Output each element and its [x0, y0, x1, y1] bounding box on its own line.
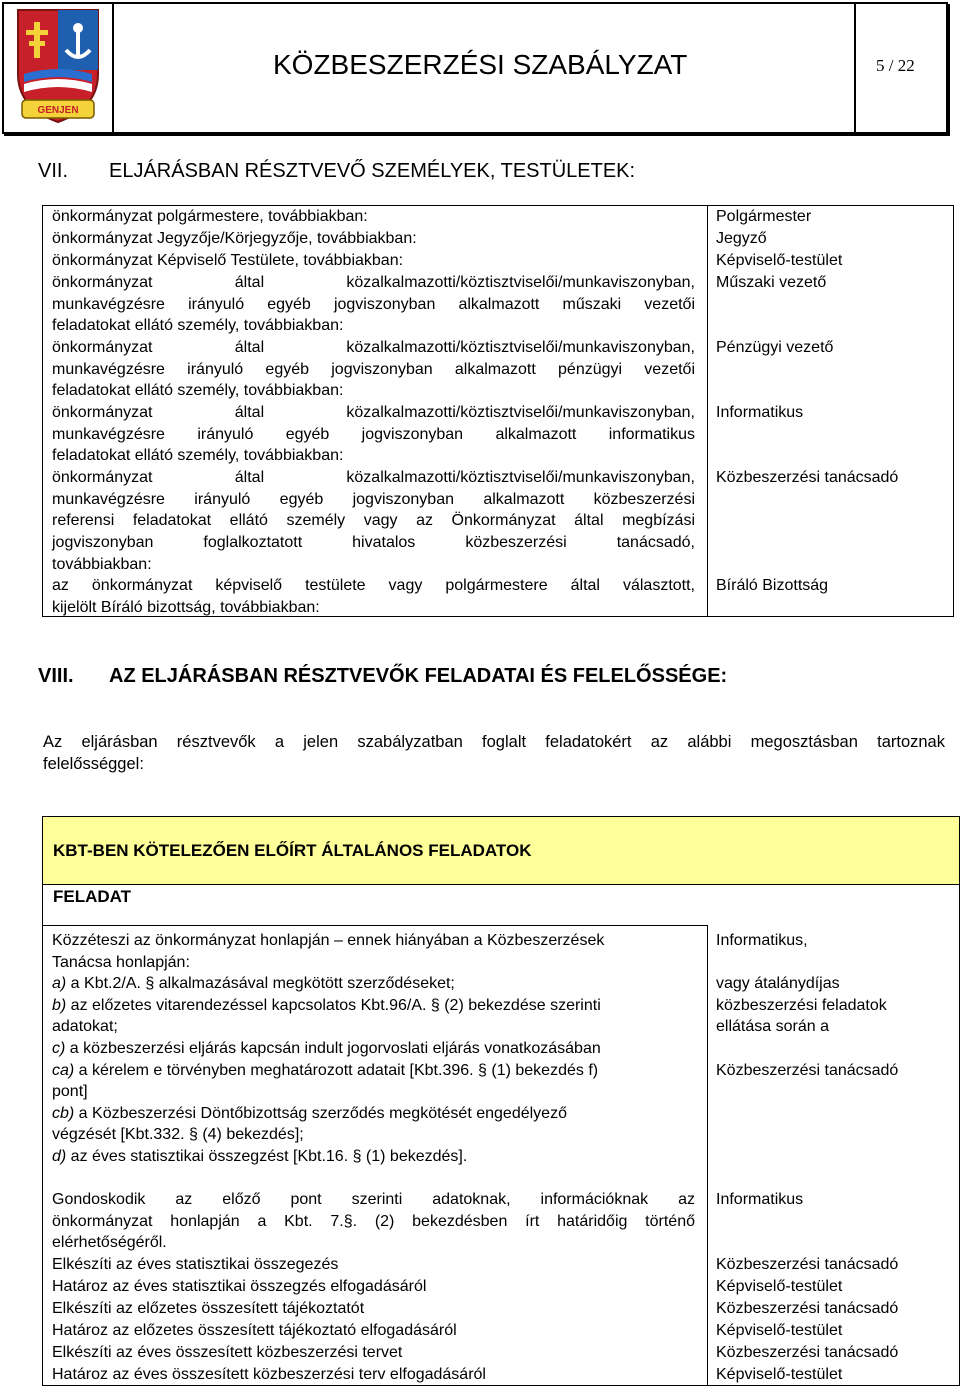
participant-role: Informatikus	[716, 404, 804, 421]
task-item-marker: a)	[52, 975, 67, 993]
task-row-responsible: Képviselő-testület	[716, 1366, 843, 1383]
tasks-table-header: FELADAT	[53, 887, 132, 906]
section-7-heading	[38, 160, 738, 184]
task-publication-description	[52, 930, 695, 1168]
participant-description-line: az önkormányzat képviselő testülete vagy polgármestere által választott,	[52, 577, 695, 594]
coat-of-arms-logo	[4, 4, 112, 132]
task-item-marker: b)	[52, 996, 67, 1014]
participant-description-line: önkormányzat polgármestere, továbbiakban:	[52, 208, 368, 225]
participant-description	[52, 467, 695, 575]
participant-description	[52, 337, 695, 402]
task-publication-responsible-line: Informatikus,	[716, 932, 808, 949]
participant-description-line: feladatokat ellátó személy, továbbiakban:	[52, 382, 344, 400]
section-8-title: AZ ELJÁRÁSBAN RÉSZTVEVŐK FELADATAI ÉS FELELŐSSÉGE:	[109, 665, 728, 687]
logo-caption: GENJEN	[37, 105, 79, 116]
task-row-description: Elkészíti az éves összesített közbeszerzési tervet	[52, 1344, 403, 1361]
section-7-number: VII.	[38, 160, 69, 182]
participant-description-line: munkavégzésre irányuló egyéb jogviszonyban alkalmazott közbeszerzési	[52, 490, 695, 508]
task-item-marker: ca)	[52, 1061, 75, 1079]
task-publication-line: pont]	[52, 1083, 88, 1101]
task-publication-line: d) az éves statisztikai összegzést [Kbt.16. § (1) bekezdés].	[52, 1147, 468, 1165]
task-row-description: Elkészíti az előzetes összesített tájékoztatót	[52, 1300, 365, 1317]
tasks-table-title: KBT-BEN KÖTELEZŐEN ELŐÍRT ÁLTALÁNOS FELADATOK	[53, 841, 532, 860]
participant-description	[52, 250, 695, 272]
task-publication-line: c) a közbeszerzési eljárás kapcsán indult jogorvoslati eljárás vonatkozásában	[52, 1039, 601, 1057]
participant-description	[52, 228, 695, 250]
task-publication-responsible-line: közbeszerzési feladatok	[716, 996, 887, 1014]
task-publication-responsible	[716, 930, 956, 1081]
participant-description-line: kijelölt Bíráló bizottság, továbbiakban:	[52, 598, 320, 616]
participant-description	[52, 272, 695, 337]
participant-description-line: jogviszonyban foglalkoztatott hivatalos közbeszerzési tanácsadó,	[52, 534, 695, 552]
participant-description-line: munkavégzésre irányuló egyéb jogviszonyban alkalmazott műszaki vezetői	[52, 295, 695, 313]
participant-description-line: továbbiakban:	[52, 555, 152, 573]
task-item-marker: cb)	[52, 1104, 75, 1122]
participant-role: Közbeszerzési tanácsadó	[716, 469, 899, 486]
participant-description-line: munkavégzésre irányuló egyéb jogviszonyban alkalmazott informatikus	[52, 425, 695, 443]
intro-line-1: Az eljárásban résztvevők a jelen szabályzatban foglalt feladatokért az alábbi megosztásban tartoznak	[43, 733, 945, 751]
task-row-responsible: Képviselő-testület	[716, 1278, 843, 1295]
page-number: 5 / 22	[876, 56, 915, 75]
task-publication-responsible-line: vagy átalánydíjas	[716, 975, 840, 993]
task-publication-line: cb) a Közbeszerzési Döntőbizottság szerződés megkötését engedélyező	[52, 1104, 567, 1122]
task-publication-line: b) az előzetes vitarendezéssel kapcsolatos Kbt.96/A. § (2) bekezdése szerinti	[52, 996, 601, 1014]
section-7-title: ELJÁRÁSBAN RÉSZTVEVŐ SZEMÉLYEK, TESTÜLETEK:	[109, 160, 636, 182]
participant-description-line: munkavégzésre irányuló egyéb jogviszonyban alkalmazott pénzügyi vezetői	[52, 360, 695, 378]
tasks-table-band	[43, 817, 959, 885]
participant-description	[52, 402, 695, 467]
participant-description	[52, 575, 695, 618]
task-row-description: Határoz az előzetes összesített tájékoztató elfogadásáról	[52, 1322, 457, 1339]
task-publication-line: adatokat;	[52, 1018, 118, 1036]
participant-description-line: önkormányzat által közalkalmazotti/köztisztviselői/munkaviszonyban,	[52, 274, 695, 291]
section-8-heading	[38, 665, 838, 689]
participant-description-line: feladatokat ellátó személy, továbbiakban:	[52, 447, 344, 465]
task-publication-line: végzését [Kbt.332. § (4) bekezdés];	[52, 1126, 304, 1144]
participant-description-line: önkormányzat által közalkalmazotti/köztisztviselői/munkaviszonyban,	[52, 404, 695, 421]
task-publication-responsible-line: ellátása során a	[716, 1018, 829, 1036]
section-8-intro	[43, 731, 945, 775]
task-publication-responsible-line	[716, 952, 956, 974]
task-availability-line: önkormányzat honlapján a Kbt. 7.§. (2) bekezdésben írt határidőig történő	[52, 1212, 695, 1230]
task-publication-responsible-line	[716, 1038, 956, 1060]
task-row-responsible: Képviselő-testület	[716, 1322, 843, 1339]
task-publication-line: a) a Kbt.2/A. § alkalmazásával megkötött szerződéseket;	[52, 975, 455, 993]
task-item-marker: d)	[52, 1147, 67, 1165]
participant-description-line: önkormányzat által közalkalmazotti/köztisztviselői/munkaviszonyban,	[52, 339, 695, 356]
task-row-responsible: Közbeszerzési tanácsadó	[716, 1256, 899, 1273]
task-publication-responsible-line: Közbeszerzési tanácsadó	[716, 1061, 899, 1079]
task-row-description: Határoz az éves statisztikai összegzés elfogadásáról	[52, 1278, 427, 1295]
participant-description-line: referensi feladatokat ellátó személy vagy az Önkormányzat által megbízási	[52, 512, 695, 530]
document-title: KÖZBESZERZÉSI SZABÁLYZAT	[273, 49, 688, 80]
task-publication-line: Közzéteszi az önkormányzat honlapján – ennek hiányában a Közbeszerzések	[52, 932, 605, 949]
participant-role: Képviselő-testület	[716, 252, 843, 269]
task-publication-line: ca) a kérelem e törvényben meghatározott adatait [Kbt.396. § (1) bekezdés f)	[52, 1061, 599, 1079]
logo-cell	[4, 4, 114, 132]
task-publication-line: Tanácsa honlapján:	[52, 953, 190, 971]
participant-role: Polgármester	[716, 208, 812, 225]
task-item-marker: c)	[52, 1039, 66, 1057]
participant-role: Pénzügyi vezető	[716, 339, 834, 356]
participant-description-line: önkormányzat által közalkalmazotti/köztisztviselői/munkaviszonyban,	[52, 469, 695, 486]
task-availability-responsible: Informatikus	[716, 1191, 804, 1208]
task-availability-line: Gondoskodik az előző pont szerinti adatoknak, információknak az	[52, 1191, 695, 1208]
task-availability-description	[52, 1189, 695, 1254]
participant-description	[52, 206, 695, 228]
section-8-number: VIII.	[38, 665, 74, 687]
participant-role: Bíráló Bizottság	[716, 577, 829, 594]
intro-line-2: felelősséggel:	[43, 755, 144, 773]
task-row-description: Határoz az éves összesített közbeszerzési terv elfogadásáról	[52, 1366, 486, 1383]
participant-description-line: feladatokat ellátó személy, továbbiakban:	[52, 317, 344, 335]
participant-description-line: önkormányzat Jegyzője/Körjegyzője, továbbiakban:	[52, 230, 417, 247]
task-availability-line: elérhetőségéről.	[52, 1234, 167, 1252]
task-row-responsible: Közbeszerzési tanácsadó	[716, 1344, 899, 1361]
task-row-responsible: Közbeszerzési tanácsadó	[716, 1300, 899, 1317]
participant-role: Műszaki vezető	[716, 274, 827, 291]
participant-role: Jegyző	[716, 230, 767, 247]
participant-description-line: önkormányzat Képviselő Testülete, továbbiakban:	[52, 252, 404, 269]
task-row-description: Elkészíti az éves statisztikai összegezés	[52, 1256, 339, 1273]
